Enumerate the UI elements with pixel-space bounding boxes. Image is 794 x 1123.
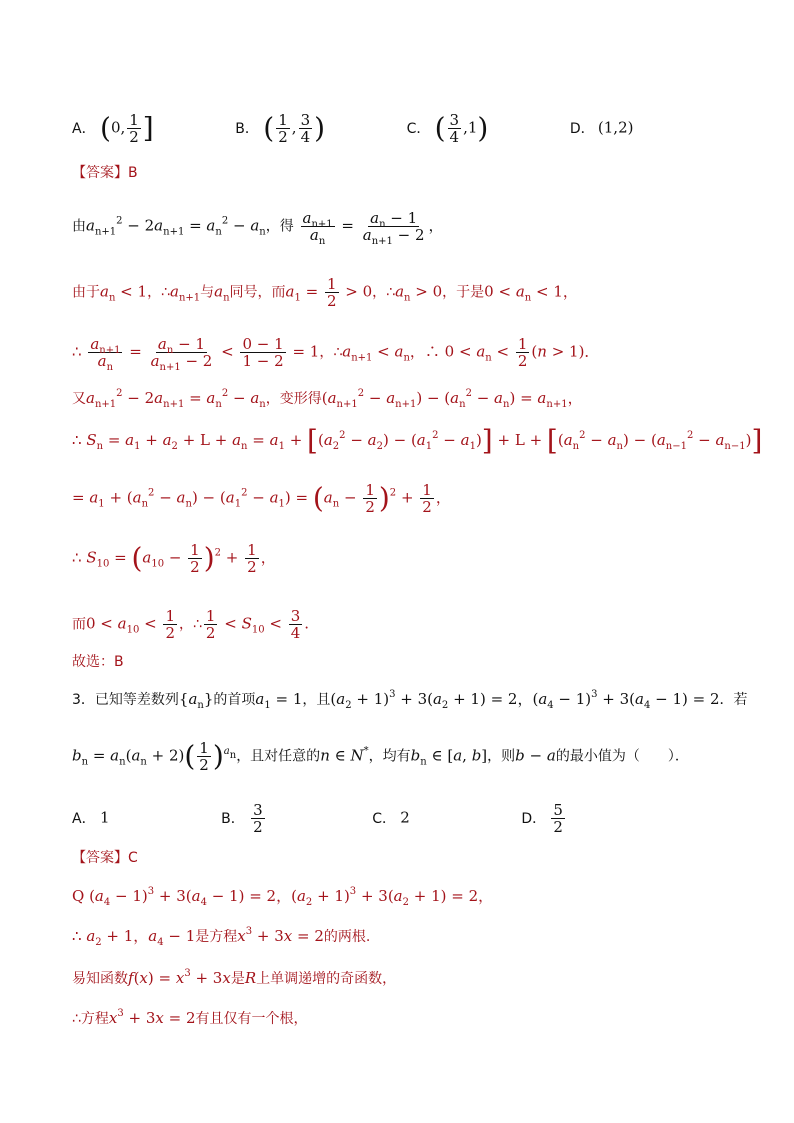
q3-option-a-label: A． (72, 810, 96, 827)
option-c-label: C． (406, 120, 431, 137)
q3-option-a-value: 1 (100, 808, 110, 827)
q2-step-3: ∴ $\frac{a_{n+1}}{a_n}$ = $\frac{a_n - 1}{a_{n+1} - 2}$ < $\frac{0 - 1}{1 - 2}$ = 1，$\therefore a_{n+1} < a_n$，∴ $0 < a_n$ < $\frac{1}{2}$ (n > 1)． (72, 335, 600, 373)
option-d-value: (1,2) (597, 118, 634, 137)
option-a-label: A． (72, 120, 96, 137)
q3-option-c-label: C． (372, 810, 396, 827)
q3-option-c-value: 2 (400, 808, 410, 827)
q3-options-row: A． 1 B． $\frac{3}{2}$ C． 2 D． $\frac{5}{2}$ (72, 801, 563, 836)
q2-step-4: 又$a_{n+1}^2 - 2a_{n+1} = a_n^2 - a_n$，变形得$(a_{n+1}^2 - a_{n+1}) - (a_n^2 - a_n) = a_{n+1}$， (72, 388, 583, 410)
q3-stem-line2: $b_n = a_n(a_n + 2)$( $\frac{1}{2}$ )$^{a_n}$，且对任意的n ∈ N*，均有$b_n$ ∈ [a, b]，则b − a的最小值为（ ）． (72, 739, 689, 774)
option-b-label: B． (235, 120, 259, 137)
q2-options-row: A． (0, $\frac{1}{2}$ ] B． ( $\frac{1}{2}$ , $\frac{3}{4}$ ) C． ( $\frac{3}{4}$ ,1) D． (1,2) (72, 111, 634, 146)
q3-option-d-label: D． (521, 810, 547, 827)
q3-sol-4: ∴方程$x^3 + 3x = 2$有且仅有一个根， (72, 1008, 308, 1027)
q3-answer: 【答案】C (72, 850, 138, 866)
q2-step-6: = $a_1 + (a_n^2 - a_n) - (a_1^2 - a_1) = (a_n$ − $\frac{1}{2}$ )$^2$ + $\frac{1}{2}$ ， (72, 481, 451, 516)
option-d-label: D． (569, 120, 595, 137)
q2-step-7: ∴ $S_{10} = (a_{10}$ − $\frac{1}{2}$ )$^2$ + $\frac{1}{2}$ ， (72, 541, 276, 576)
q3-sol-3: 易知函数$f(x) = x^3 + 3x$是R上单调递增的奇函数， (72, 968, 397, 987)
q2-answer: 【答案】B (72, 165, 138, 181)
q2-step-1: 由$a_{n+1}^2 - 2a_{n+1} = a_n^2 - a_n$，得 $\frac{a_{n+1}}{a_n}$ = $\frac{a_n - 1}{a_{n+1} - 2}$ ， (72, 209, 444, 247)
q3-option-b-label: B． (221, 810, 245, 827)
q2-step-5: ∴ $S_n = a_1 + a_2 + L + a_n = a_1 + [(a_2^2 - a_2) - (a_1^2 - a_1)] + L + [(a_n^2 - a_n) - (a_{n-1}^2 - a_{n-1})]$ (72, 424, 763, 457)
q2-conclusion: 故选：B (72, 654, 124, 670)
q3-stem-line1: 3．已知等差数列$\{a_n\}$的首项$a_1 = 1$，且$(a_2 + 1)^3 + 3(a_2 + 1) = 2$，$(a_4 - 1)^3 + 3(a_4 - 1) = 2$．若 (72, 689, 748, 711)
q3-sol-2: ∴ $a_2 + 1$，$a_4 - 1$是方程$x^3 + 3x = 2$的两根. (72, 926, 371, 948)
q2-step-8: 而$0 < a_{10}$ < $\frac{1}{2}$ ，∴ $\frac{1}{2}$ < $S_{10}$ < $\frac{3}{4}$ . (72, 607, 310, 642)
q3-sol-1: Q $(a_4 - 1)^3 + 3(a_4 - 1) = 2$，$(a_2 + 1)^3 + 3(a_2 + 1) = 2$， (72, 886, 494, 908)
q2-step-2: 由于$a_n < 1$，$\therefore a_{n+1}$与$a_n$同号，而$a_1$ = $\frac{1}{2}$ > 0，$\therefore a_n > 0$，于是$0 < a_n < 1$， (72, 275, 578, 310)
